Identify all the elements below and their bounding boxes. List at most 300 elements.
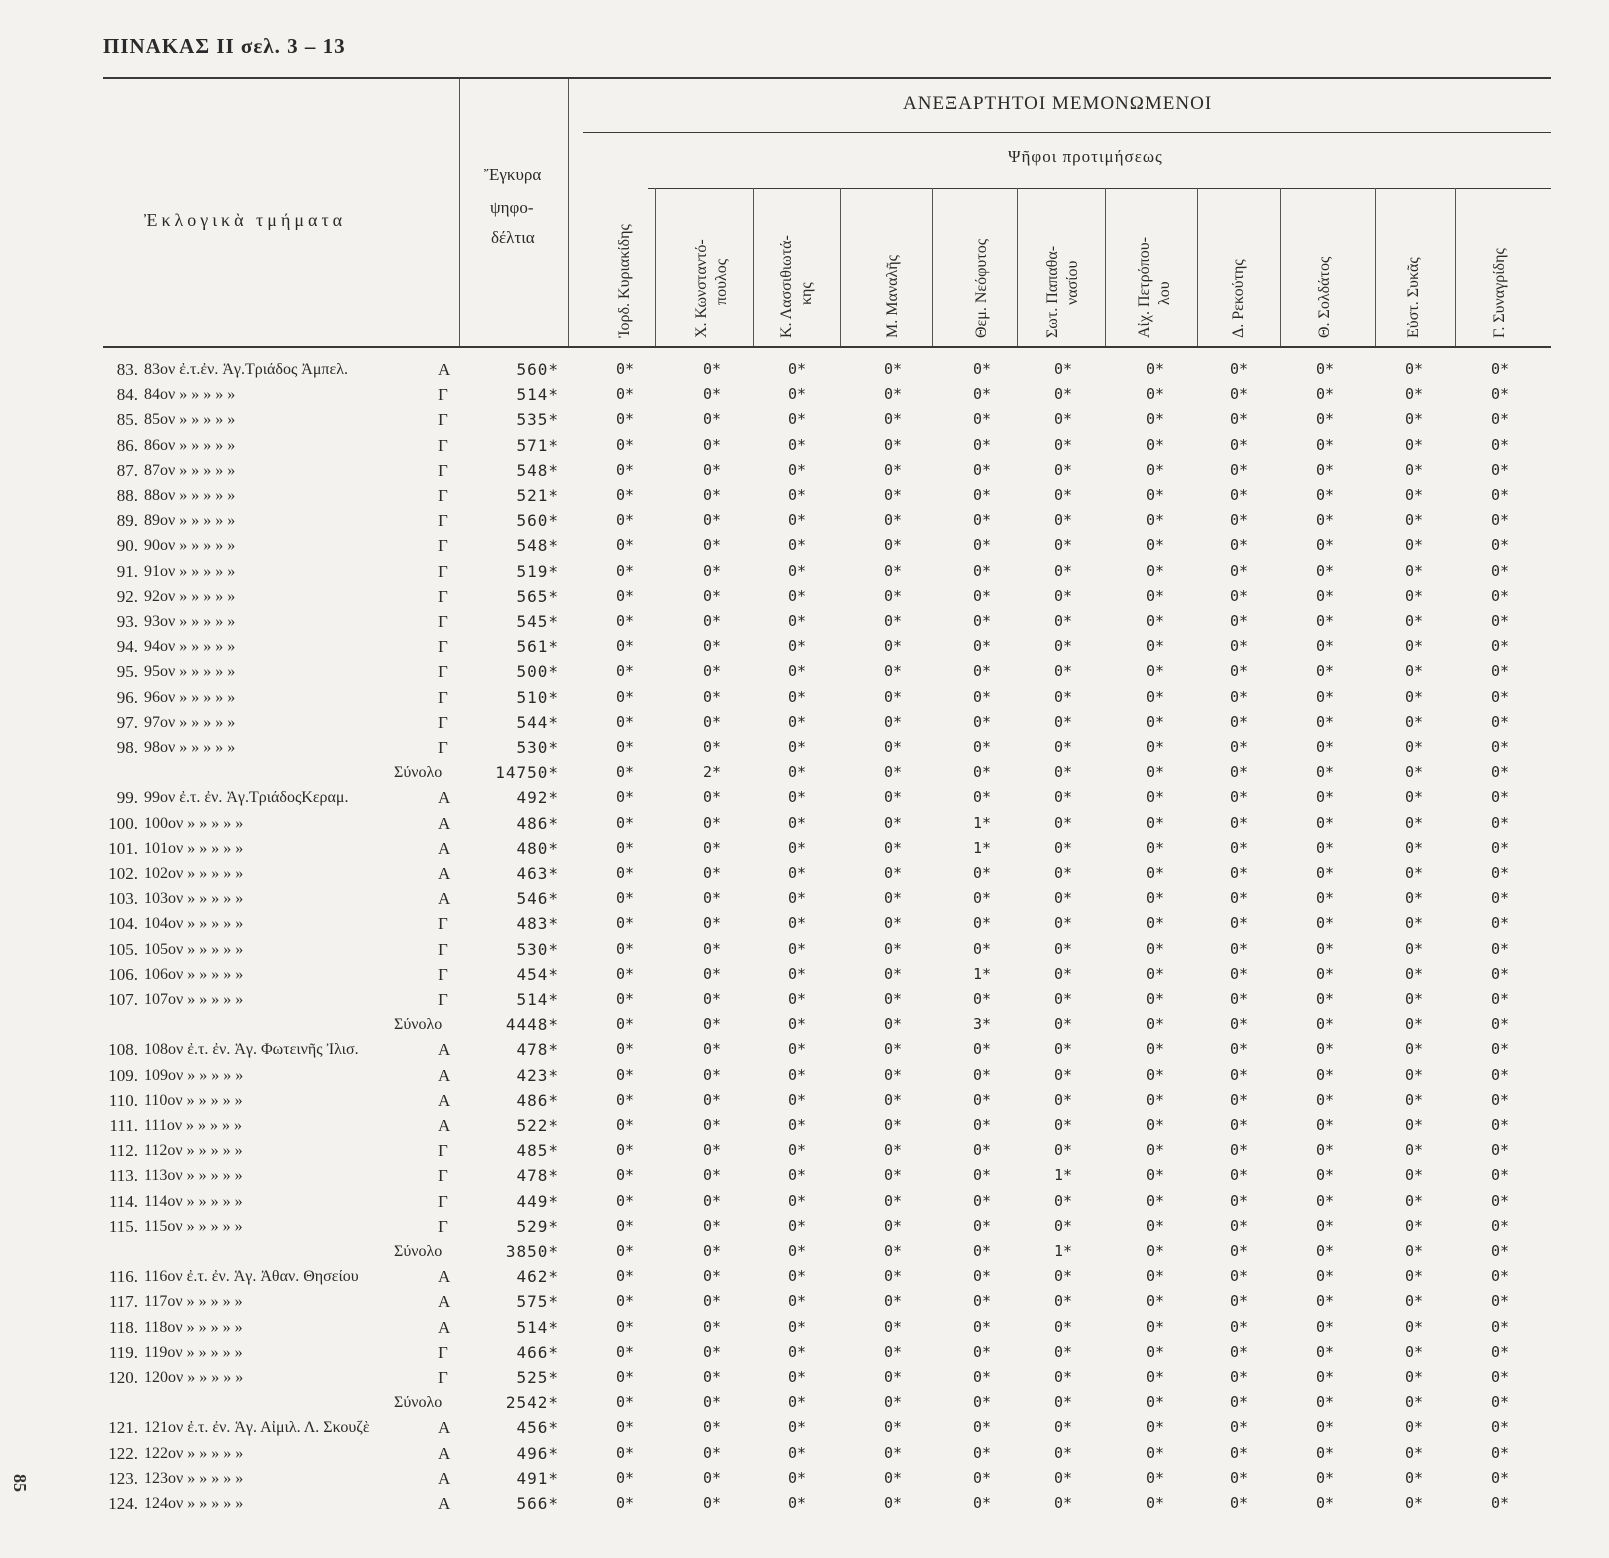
candidate-votes: 1* (1053, 1242, 1073, 1260)
section-name: 94ον » » » » » (144, 638, 236, 656)
candidate-votes: 0* (1404, 1191, 1424, 1210)
candidate-votes: 0* (1315, 1494, 1335, 1512)
candidate-votes: 0* (702, 889, 722, 908)
table-row (0, 1289, 1609, 1314)
candidate-votes: 0* (615, 687, 635, 706)
candidate-votes: 0* (1145, 712, 1165, 731)
candidate-votes: 0* (883, 561, 903, 580)
candidate-votes: 0* (1490, 410, 1510, 429)
candidate-votes: 0* (1229, 486, 1249, 504)
candidate-votes: 0* (1315, 1267, 1335, 1286)
candidate-votes: 0* (1315, 460, 1335, 479)
valid-header-line1: Ἔγκυρα (484, 165, 542, 184)
row-index: 89. (116, 511, 138, 531)
valid-ballots: 544* (516, 712, 559, 732)
candidate-votes: 0* (787, 1166, 807, 1185)
candidate-votes: 0* (1315, 813, 1335, 832)
candidate-votes: 0* (1404, 1090, 1424, 1109)
candidate-votes: 0* (1490, 1141, 1510, 1160)
valid-ballots: 463* (516, 864, 559, 883)
candidate-votes: 0* (1229, 1015, 1249, 1034)
section-name: 91ον » » » » » (144, 562, 236, 580)
candidate-votes: 1* (972, 964, 992, 983)
candidate-votes: 0* (1404, 1418, 1424, 1437)
row-index: 95. (116, 662, 138, 682)
table-row (0, 1264, 1609, 1289)
candidate-votes: 0* (615, 410, 635, 429)
candidate-votes: 0* (787, 1393, 807, 1412)
row-index: 110. (108, 1090, 138, 1110)
valid-header-line2: ψηφο- (490, 198, 534, 217)
candidate-votes: 0* (1229, 1494, 1249, 1512)
candidate-votes: 0* (1490, 586, 1510, 605)
candidate-votes: 0* (1229, 738, 1249, 756)
candidate-votes: 0* (972, 1191, 992, 1210)
valid-ballots: 521* (516, 486, 559, 505)
section-name: 111ον » » » » » (144, 1117, 243, 1134)
candidate-votes: 0* (1145, 637, 1165, 656)
candidate-votes: 0* (1053, 1317, 1073, 1336)
candidate-votes: 0* (702, 1418, 722, 1437)
section-category: Γ (438, 914, 448, 934)
row-index: 123. (108, 1468, 138, 1488)
candidate-votes: 2* (702, 763, 722, 782)
candidate-votes: 0* (1404, 813, 1424, 832)
section-name: 113ον » » » » » (144, 1167, 243, 1185)
candidate-votes: 0* (1053, 612, 1073, 630)
candidate-votes: 0* (787, 712, 807, 731)
candidate-votes: 0* (702, 385, 722, 404)
section-category: Γ (438, 939, 448, 959)
candidate-votes: 0* (615, 1368, 635, 1386)
candidate-votes: 0* (1053, 1342, 1073, 1361)
candidate-votes: 0* (1315, 637, 1335, 656)
section-name: 115ον » » » » » (144, 1217, 243, 1235)
candidate-votes: 0* (883, 1494, 903, 1512)
section-name: 86ον » » » » » (144, 436, 236, 454)
table-row (0, 1491, 1609, 1516)
candidate-header: Σωτ. Παπαθα- (1044, 245, 1061, 338)
candidate-votes: 0* (702, 712, 722, 731)
candidate-votes: 0* (1404, 763, 1424, 782)
candidate-votes: 0* (1315, 1292, 1335, 1311)
candidate-votes: 0* (1145, 1317, 1165, 1336)
candidate-votes: 0* (702, 435, 722, 454)
candidate-votes: 0* (1404, 1166, 1424, 1185)
candidate-votes: 0* (972, 1267, 992, 1286)
candidate-votes: 0* (615, 486, 635, 504)
candidate-votes: 0* (702, 990, 722, 1008)
candidate-votes: 0* (615, 864, 635, 882)
candidate-votes: 0* (1053, 536, 1073, 555)
candidate-votes: 0* (1490, 813, 1510, 832)
row-index: 106. (108, 964, 138, 984)
candidate-votes: 0* (702, 1468, 722, 1487)
candidate-votes: 0* (1053, 1494, 1073, 1512)
candidate-votes: 0* (615, 1317, 635, 1336)
candidate-votes: 0* (787, 1468, 807, 1487)
candidate-votes: 0* (883, 435, 903, 454)
candidate-votes: 0* (1404, 637, 1424, 656)
candidate-votes: 0* (1404, 1342, 1424, 1361)
candidate-votes: 0* (702, 561, 722, 580)
valid-ballots: 510* (516, 687, 559, 707)
candidate-votes: 0* (1145, 435, 1165, 454)
candidate-votes: 0* (883, 1443, 903, 1462)
candidate-votes: 0* (1404, 662, 1424, 681)
candidate-votes: 0* (1145, 914, 1165, 933)
candidate-votes: 0* (615, 1090, 635, 1109)
candidate-votes: 0* (615, 662, 635, 681)
section-category: Α (438, 360, 451, 379)
valid-ballots: 546* (516, 889, 559, 909)
total-row (0, 1239, 1609, 1264)
candidate-votes: 0* (972, 511, 992, 530)
candidate-votes: 0* (1490, 738, 1510, 756)
section-category: Γ (438, 687, 448, 707)
candidate-votes: 0* (1490, 460, 1510, 479)
candidate-votes: 0* (883, 1015, 903, 1034)
valid-ballots: 2542* (505, 1393, 559, 1413)
candidate-votes: 0* (1229, 914, 1249, 933)
candidate-votes: 0* (1229, 939, 1249, 958)
candidate-votes: 0* (702, 1216, 722, 1235)
section-category: Γ (438, 712, 448, 732)
row-index: 122. (108, 1443, 138, 1463)
table-row (0, 861, 1609, 886)
candidate-votes: 0* (702, 1191, 722, 1210)
valid-ballots: 548* (516, 536, 559, 556)
candidate-votes: 0* (1404, 1317, 1424, 1336)
candidate-votes: 0* (1229, 561, 1249, 580)
candidate-votes: 0* (702, 637, 722, 656)
candidate-votes: 0* (1315, 712, 1335, 731)
candidate-votes: 0* (787, 410, 807, 429)
candidate-votes: 0* (972, 586, 992, 605)
valid-ballots: 456* (516, 1418, 559, 1438)
section-category: Γ (438, 511, 448, 531)
candidate-votes: 0* (972, 1317, 992, 1336)
valid-ballots: 545* (516, 612, 559, 631)
candidate-votes: 0* (1315, 1166, 1335, 1185)
valid-ballots: 514* (516, 1317, 559, 1337)
candidate-votes: 0* (615, 360, 635, 378)
section-category: Γ (438, 561, 448, 581)
candidate-votes: 0* (1229, 763, 1249, 782)
table-row (0, 811, 1609, 836)
candidate-votes: 0* (1315, 511, 1335, 530)
candidate-votes: 0* (883, 662, 903, 681)
candidate-votes: 0* (787, 1317, 807, 1336)
candidate-votes: 0* (1315, 385, 1335, 404)
candidate-votes: 0* (787, 1342, 807, 1361)
candidate-votes: 0* (1404, 939, 1424, 958)
candidate-votes: 0* (883, 889, 903, 908)
valid-ballots: 548* (516, 460, 559, 480)
valid-ballots: 535* (516, 410, 559, 430)
row-index: 116. (108, 1267, 138, 1287)
candidate-votes: 0* (1229, 1317, 1249, 1336)
candidate-votes: 0* (787, 990, 807, 1008)
table-row (0, 433, 1609, 458)
candidate-votes: 0* (1229, 612, 1249, 630)
candidate-votes: 0* (883, 1242, 903, 1260)
candidate-votes: 0* (1404, 1116, 1424, 1134)
candidate-votes: 0* (1145, 1342, 1165, 1361)
candidate-votes: 0* (1053, 1116, 1073, 1134)
candidate-votes: 0* (1490, 612, 1510, 630)
valid-ballots: 530* (516, 939, 559, 959)
candidate-votes: 0* (1145, 864, 1165, 882)
section-category: Γ (438, 385, 448, 405)
candidate-votes: 0* (1145, 360, 1165, 378)
candidate-votes: 0* (883, 486, 903, 504)
candidate-votes: 0* (883, 813, 903, 832)
group-header: ΑΝΕΞΑΡΤΗΤΟΙ ΜΕΜΟΝΩΜΕΝΟΙ (903, 93, 1213, 114)
candidate-votes: 0* (1315, 1418, 1335, 1437)
section-name: 104ον » » » » » (144, 915, 244, 933)
section-name: 85ον » » » » » (144, 411, 236, 429)
candidate-votes: 0* (883, 1166, 903, 1185)
candidate-votes: 0* (1145, 586, 1165, 605)
candidate-votes: 0* (1404, 1065, 1424, 1084)
valid-ballots: 571* (516, 435, 559, 455)
table-row (0, 836, 1609, 861)
candidate-votes: 0* (702, 1040, 722, 1059)
candidate-votes: 0* (1315, 360, 1335, 378)
candidate-votes: 0* (1229, 511, 1249, 530)
row-index: 107. (108, 990, 138, 1009)
candidate-votes: 0* (702, 486, 722, 504)
candidate-votes: 0* (1490, 889, 1510, 908)
candidate-votes: 0* (1315, 1065, 1335, 1084)
candidate-votes: 0* (1145, 1393, 1165, 1412)
candidate-votes: 0* (1404, 536, 1424, 555)
candidate-votes: 0* (615, 1494, 635, 1512)
candidate-votes: 0* (1229, 1393, 1249, 1412)
candidate-votes: 0* (1053, 410, 1073, 429)
candidate-votes: 0* (972, 712, 992, 731)
candidate-votes: 0* (615, 1065, 635, 1084)
candidate-divider (753, 188, 754, 346)
candidate-votes: 0* (787, 1443, 807, 1462)
candidate-votes: 0* (1053, 763, 1073, 782)
candidate-votes: 0* (1315, 1216, 1335, 1235)
candidate-votes: 0* (787, 612, 807, 630)
candidate-votes: 0* (1490, 1418, 1510, 1437)
candidate-votes: 0* (1145, 460, 1165, 479)
row-index: 99. (116, 788, 138, 808)
section-name: 105ον » » » » » (144, 940, 244, 958)
candidate-votes: 0* (883, 612, 903, 630)
candidate-votes: 0* (615, 561, 635, 580)
candidate-votes: 0* (1145, 1368, 1165, 1386)
candidate-votes: 0* (1229, 1443, 1249, 1462)
candidate-votes: 0* (1229, 1141, 1249, 1160)
candidate-votes: 0* (883, 1418, 903, 1437)
candidate-votes: 0* (787, 1090, 807, 1109)
candidate-votes: 0* (615, 637, 635, 656)
section-category: Α (438, 889, 451, 909)
candidate-votes: 0* (1490, 914, 1510, 933)
candidate-votes: 0* (972, 385, 992, 404)
candidate-votes: 0* (1315, 410, 1335, 429)
candidate-votes: 0* (972, 536, 992, 555)
candidate-votes: 0* (787, 662, 807, 681)
candidate-votes: 0* (615, 838, 635, 857)
section-category: Γ (438, 1342, 448, 1362)
candidate-votes: 0* (1315, 486, 1335, 504)
candidate-votes: 0* (1404, 838, 1424, 857)
preference-underline (648, 188, 1551, 189)
row-index: 118. (108, 1317, 138, 1337)
candidate-votes: 0* (1145, 1166, 1165, 1185)
candidate-votes: 0* (1145, 1065, 1165, 1084)
candidate-votes: 0* (1053, 914, 1073, 933)
candidate-votes: 0* (615, 1443, 635, 1462)
candidate-votes: 0* (1404, 385, 1424, 404)
section-name: 107ον » » » » » (144, 991, 244, 1008)
candidate-votes: 0* (615, 813, 635, 832)
section-category: Γ (438, 1216, 448, 1236)
candidate-votes: 0* (787, 435, 807, 454)
candidate-votes: 0* (1404, 1494, 1424, 1512)
candidate-votes: 0* (1229, 990, 1249, 1008)
valid-ballots: 529* (516, 1216, 559, 1236)
candidate-votes: 0* (615, 435, 635, 454)
candidate-votes: 0* (1404, 1468, 1424, 1487)
candidate-votes: 0* (1404, 1216, 1424, 1235)
candidate-votes: 0* (702, 1342, 722, 1361)
candidate-votes: 0* (972, 1393, 992, 1412)
candidate-votes: 0* (1053, 712, 1073, 731)
candidate-votes: 0* (1490, 561, 1510, 580)
candidate-votes: 0* (1315, 1191, 1335, 1210)
candidate-votes: 0* (1315, 1090, 1335, 1109)
row-index: 101. (108, 838, 138, 858)
row-index: 105. (108, 939, 138, 959)
candidate-votes: 0* (702, 838, 722, 857)
candidate-votes: 0* (787, 1292, 807, 1311)
valid-ballots: 522* (516, 1116, 559, 1135)
row-index: 104. (108, 914, 138, 934)
candidate-divider (655, 188, 656, 346)
candidate-votes: 0* (1053, 990, 1073, 1008)
candidate-votes: 0* (883, 1468, 903, 1487)
candidate-votes: 0* (787, 738, 807, 756)
section-name: 102ον » » » » » (144, 865, 244, 882)
candidate-divider (1197, 188, 1198, 346)
candidate-votes: 0* (883, 1368, 903, 1386)
candidate-votes: 0* (787, 1267, 807, 1286)
candidate-votes: 0* (787, 1418, 807, 1437)
candidate-votes: 0* (883, 939, 903, 958)
candidate-votes: 0* (1145, 889, 1165, 908)
section-category: Γ (438, 612, 448, 631)
candidate-votes: 0* (1490, 687, 1510, 706)
section-category: Α (438, 1494, 451, 1513)
candidate-votes: 0* (1229, 1216, 1249, 1235)
candidate-votes: 0* (1053, 385, 1073, 404)
candidate-votes: 0* (883, 712, 903, 731)
candidate-votes: 0* (615, 1216, 635, 1235)
candidate-votes: 0* (1315, 738, 1335, 756)
candidate-votes: 0* (787, 637, 807, 656)
candidate-votes: 0* (1145, 1242, 1165, 1260)
section-name: 83ον ἐ.τ.ἐν. Ἁγ.Τριάδος Ἀμπελ. (144, 361, 348, 378)
section-name: 84ον » » » » » (144, 386, 236, 404)
candidate-votes: 0* (1053, 486, 1073, 504)
candidate-votes: 0* (1490, 712, 1510, 731)
valid-ballots: 500* (516, 662, 559, 682)
candidate-votes: 0* (972, 662, 992, 681)
candidate-votes: 0* (1229, 813, 1249, 832)
candidate-votes: 0* (615, 1015, 635, 1034)
candidate-votes: 0* (787, 763, 807, 782)
header-bottom-rule (103, 346, 1551, 348)
candidate-votes: 0* (1315, 763, 1335, 782)
candidate-votes: 0* (1490, 1242, 1510, 1260)
candidate-votes: 0* (615, 536, 635, 555)
candidate-votes: 0* (1404, 1267, 1424, 1286)
candidate-votes: 0* (1053, 813, 1073, 832)
candidate-votes: 0* (883, 1116, 903, 1134)
valid-ballots: 560* (516, 511, 559, 531)
valid-ballots: 3850* (505, 1242, 559, 1261)
candidate-votes: 0* (1145, 1267, 1165, 1286)
section-name: 101ον » » » » » (144, 839, 244, 857)
candidate-votes: 0* (1145, 410, 1165, 429)
candidate-votes: 0* (1490, 511, 1510, 530)
candidate-votes: 0* (883, 1317, 903, 1336)
candidate-votes: 0* (702, 1141, 722, 1160)
table-row (0, 886, 1609, 911)
candidate-votes: 0* (1404, 586, 1424, 605)
candidate-votes: 0* (1315, 1443, 1335, 1462)
candidate-votes: 0* (883, 763, 903, 782)
candidate-votes: 0* (615, 1040, 635, 1059)
candidate-votes: 0* (787, 1216, 807, 1235)
candidate-votes: 0* (1315, 1015, 1335, 1034)
row-index: 91. (116, 561, 138, 581)
candidate-votes: 0* (1053, 1418, 1073, 1437)
candidate-votes: 0* (1053, 360, 1073, 378)
candidate-header: Μ. Μαναλῆς (884, 255, 901, 338)
table-row (0, 1063, 1609, 1088)
candidate-header-cont: κης (798, 282, 815, 305)
candidate-votes: 0* (1490, 536, 1510, 555)
section-category: Α (438, 1267, 451, 1287)
page-title: ΠΙΝΑΚΑΣ ΙΙ σελ. 3 – 13 (103, 34, 346, 58)
candidate-votes: 0* (883, 1216, 903, 1235)
candidate-votes: 0* (1315, 964, 1335, 983)
candidate-votes: 0* (883, 460, 903, 479)
candidate-votes: 0* (1229, 1342, 1249, 1361)
total-label: Σύνολο (394, 764, 443, 782)
candidate-votes: 0* (1053, 1065, 1073, 1084)
valid-header-line3: δέλτια (491, 228, 535, 247)
candidate-votes: 0* (615, 990, 635, 1008)
candidate-votes: 0* (615, 385, 635, 404)
candidate-header: Θεμ. Νεόφυτος (973, 238, 990, 338)
table-row (0, 533, 1609, 558)
candidate-votes: 0* (1490, 1468, 1510, 1487)
candidate-votes: 0* (1315, 889, 1335, 908)
candidate-votes: 0* (1315, 788, 1335, 807)
valid-ballots: 466* (516, 1342, 559, 1362)
candidate-votes: 0* (1145, 1040, 1165, 1059)
candidate-votes: 0* (1229, 360, 1249, 378)
